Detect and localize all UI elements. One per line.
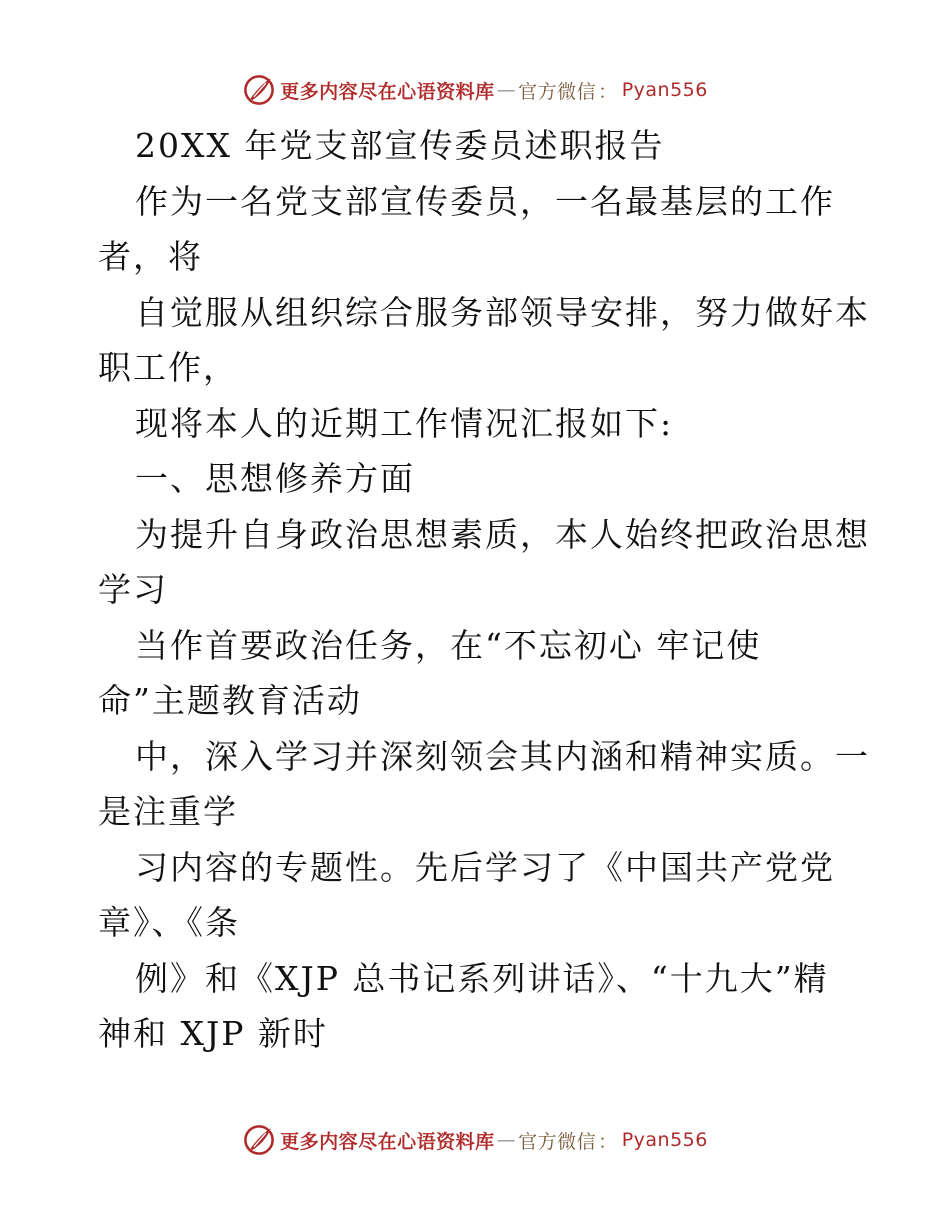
paragraph-line: 中，深入学习并深刻领会其内涵和精神实质。一	[135, 736, 870, 776]
paragraph-line: 命”主题教育活动	[98, 681, 362, 720]
paragraph-line: 学习	[98, 570, 168, 609]
paragraph-line: 作为一名党支部宣传委员，一名最基层的工作	[135, 181, 835, 221]
paragraph-line: 职工作，	[98, 348, 238, 387]
paragraph-line: 是注重学	[98, 792, 238, 831]
banner-wechat-id: Pyan556	[621, 79, 708, 101]
paragraph-line: 当作首要政治任务，在“不忘初心 牢记使	[135, 625, 762, 665]
banner-wechat-id: Pyan556	[621, 1129, 708, 1151]
banner-wechat-label: 官方微信	[518, 80, 597, 103]
paragraph-line: 现将本人的近期工作情况汇报如下:	[135, 403, 674, 443]
paragraph-line: 为提升自身政治思想素质，本人始终把政治思想	[135, 514, 870, 554]
quill-logo-icon	[242, 73, 276, 107]
header-banner	[0, 70, 950, 110]
paragraph-line: 神和 XJP 新时	[98, 1014, 328, 1053]
banner-title: 更多内容尽在心语资料库	[280, 1130, 495, 1153]
banner-dash: —	[496, 79, 517, 101]
banner-title: 更多内容尽在心语资料库	[280, 80, 495, 103]
section-heading: 一、思想修养方面	[135, 459, 415, 498]
banner-wechat-label: 官方微信	[518, 1130, 597, 1153]
banner-colon: ：	[598, 1130, 618, 1153]
banner-colon: ：	[598, 80, 618, 103]
paragraph-line: 自觉服从组织综合服务部领导安排，努力做好本	[135, 292, 870, 332]
paragraph-line: 章》、《条	[98, 903, 240, 942]
quill-logo-icon	[242, 1123, 276, 1157]
banner-dash: —	[496, 1129, 517, 1151]
document-body	[98, 118, 870, 1062]
paragraph-line: 习内容的专题性。先后学习了《中国共产党党	[135, 847, 835, 887]
document-title: 20XX 年党支部宣传委员述职报告	[135, 126, 665, 165]
paragraph-line: 例》和《XJP 总书记系列讲话》、“十九大”精	[135, 958, 829, 998]
footer-banner	[0, 1120, 950, 1160]
paragraph-line: 者，将	[98, 237, 203, 276]
